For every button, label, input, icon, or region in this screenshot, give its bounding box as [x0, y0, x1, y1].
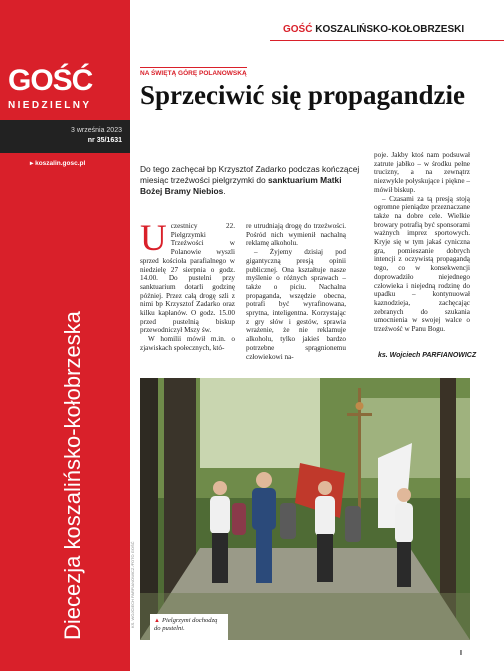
lead-bold: sanktuarium Matki Bożej Bramy Niebios — [140, 175, 342, 196]
col3-paragraph-2: – Czasami za tą presją stoją ogromne pieniądze przeznaczane także na dobre cele. Wielkie browary potrafią być sponsorami ważnych imprez sportowych. Kryje się w tym jakaś cyniczna gra, pomieszanie dobrych intencji z oczywistą propagandą tego, co w konsekwencji doprowadziło niejednego człowieka i niejedną rodzinę do upadku – kontynuował kaznodzieja, zachęcając zebranych do szukania umocnienia w swojej walce o trzeźwość w Panu Bogu. — [374, 194, 470, 334]
photo-caption — [150, 614, 228, 644]
article-column-3 — [374, 151, 470, 334]
dropcap: U — [140, 218, 167, 259]
site-url — [30, 159, 85, 167]
header-brand — [283, 24, 464, 35]
header-brand-region: KOSZALIŃSKO-KOŁOBRZESKI — [315, 24, 465, 35]
photo-credit-text: KS. WOJCIECH PARFIANOWICZ /FOTO GOŚĆ — [130, 541, 135, 628]
col1-paragraph-2: W homilii mówił m.in. o zjawiskach społecznych, któ- — [140, 335, 235, 352]
lead-end: . — [223, 186, 226, 196]
pilgrims-photo-illustration — [140, 378, 470, 640]
logo-sub-text: NIEDZIELNY — [8, 100, 92, 111]
lead-text: Do tego zachęcał bp Krzysztof Zadarko podczas kończącej miesiąc trzeźwości pielgrzymki do — [140, 164, 360, 185]
article-headline: Sprzeciwić się propagandzie — [140, 80, 465, 110]
article-kicker: NA ŚWIĘTĄ GÓRĘ POLANOWSKĄ — [140, 67, 247, 77]
magazine-logo — [0, 62, 130, 120]
page-number: I — [460, 650, 462, 657]
vertical-title-wrap — [60, 311, 86, 640]
article-lead — [140, 164, 365, 197]
caption-text: Pielgrzymi dochodzą do pustelni. — [154, 617, 218, 632]
article-photo — [140, 378, 470, 640]
issue-number: nr 35/1631 — [87, 137, 122, 144]
vertical-title: Diecezja koszalińsko-kołobrzeska — [60, 311, 85, 640]
header-divider — [270, 40, 504, 41]
caption-triangle-icon: ▲ — [154, 618, 160, 624]
article-signature: ks. Wojciech PARFIANOWICZ — [378, 352, 477, 359]
sidebar — [0, 0, 130, 671]
col3-paragraph-1: poje. Jakby ktoś nam podsuwał zatrute jabłko – w środku pełne trucizny, a na zewnątrz niezwykle połyskujące i piękne – mówił biskup. — [374, 151, 470, 194]
article-column-2 — [246, 222, 346, 361]
issue-band — [0, 120, 130, 153]
site-url-text: koszalin.gosc.pl — [35, 160, 86, 167]
photo-credit — [130, 378, 138, 640]
globe-icon: ▸ — [30, 160, 36, 167]
header-brand-prefix: GOŚĆ — [283, 24, 313, 35]
article-column-1 — [140, 218, 235, 353]
col2-paragraph-2: – Żyjemy dzisiaj pod gigantyczną presją opinii publicznej. Ona kształtuje nasze myślenie o różnych sprawach – także o piciu. Nachalna propaganda, wszędzie obecna, potrafi być wyrafinowana, sprytna, inteligentna. Korzystając z gry słów i gestów, sprawia wrażenie, że nie reklamuje alkoholu, tylko jakieś bardzo potrzebne sprągnionemu człowiekowi na- — [246, 248, 346, 361]
issue-date: 3 września 2023 — [71, 127, 122, 134]
logo-main-text: GOŚĆ — [8, 64, 93, 97]
col2-paragraph-1: re utrudniają drogę do trzeźwości. Pośród nich wymienił nachalną reklamę alkoholu. — [246, 222, 346, 248]
col1-paragraph-1: czestnicy 22. Pielgrzymki Trzeźwości w Polanowie wyszli sprzed kościoła parafialnego w niedzielę 27 sierpnia o godz. 14.00. Do pustelni przy sanktuarium dotarli godzinę później. Przez całą drogę szli z nimi bp Krzysztof Zadarko oraz kilku kapłanów. O godz. 15.00 przed pustelnią biskup przewodniczył Mszy św. — [140, 222, 235, 335]
